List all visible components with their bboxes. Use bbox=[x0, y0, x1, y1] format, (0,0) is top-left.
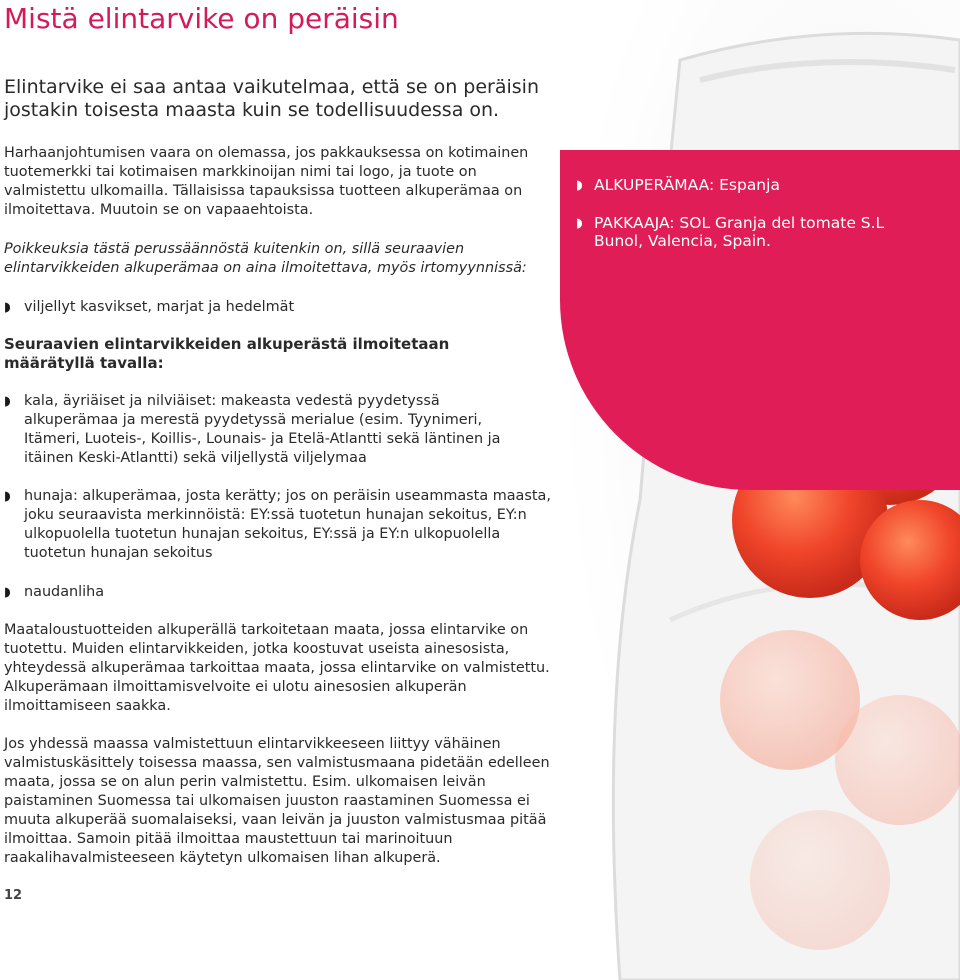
paragraph-4: Jos yhdessä maassa valmistettuun elintarvikkeeseen liittyy vähäinen valmistuskäsittely toisessa maassa, sen valmistusmaana pidetään edelleen maata, jossa se on alun perin valmistettu. Esim. ulkomaisen leivän paistaminen Suomessa tai ulkomaisen juuston raastaminen Suomessa ei muuta alkuperää suomalaiseksi, vaan leivän ja juuston valmistusmaa pitää ilmoittaa. Samoin pitää ilmoittaa maustettuun tai marinoituun raakalihavalmisteeseen käytetyn ulkomaisen lihan alkuperä. bbox=[4, 736, 550, 866]
bullet-icon: ◗ bbox=[4, 585, 11, 600]
list-item-text: naudanliha bbox=[24, 584, 105, 600]
list-item bbox=[4, 298, 554, 317]
callout-packer-row bbox=[576, 214, 936, 250]
list-item-text: viljellyt kasvikset, marjat ja hedelmät bbox=[24, 299, 295, 315]
list-item bbox=[4, 487, 564, 563]
bullet-icon: ◗ bbox=[576, 178, 583, 193]
callout-origin-text: ALKUPERÄMAA: Espanja bbox=[594, 176, 780, 194]
callout-origin-row bbox=[576, 176, 780, 195]
origin-label-callout bbox=[560, 150, 960, 490]
section-heading: Seuraavien elintarvikkeiden alkuperästä ilmoitetaan määrätyllä tavalla: bbox=[4, 335, 450, 372]
list-item-text: hunaja: alkuperämaa, josta kerätty; jos on peräisin useammasta maasta, joku seuraavista merkinnöistä: EY:ssä tuotetun hunajan sekoitus, EY:n ulkopuolella tuotetun hunajan sekoitus, EY:ssä ja EY:n ulkopuolella tuotetun hunajan sekoitus bbox=[24, 488, 551, 561]
list-item-text: kala, äyriäiset ja nilviäiset: makeasta vedestä pyydetyssä alkuperämaa ja merestä pyydetyssä merialue (esim. Tyynimeri, Itämeri, Luoteis-, Koillis-, Lounais- ja Etelä-Atlantti sekä läntinen ja itäinen Keski-Atlantti) sekä viljellystä viljelymaa bbox=[24, 393, 501, 466]
list-item bbox=[4, 583, 544, 602]
bullet-icon: ◗ bbox=[4, 489, 11, 504]
tomato-package-photo bbox=[560, 0, 960, 980]
paragraph-1: Harhaanjohtumisen vaara on olemassa, jos pakkauksessa on kotimainen tuotemerkki tai kotimaisen markkinoijan nimi tai logo, ja tuote on valmistettu ulkomailla. Tällaisissa tapauksissa tuotteen alkuperämaa on ilmoitettava. Muutoin se on vapaaehtoista. bbox=[4, 145, 529, 218]
callout-packer-text: PAKKAAJA: SOL Granja del tomate S.L Bunol, Valencia, Spain. bbox=[594, 214, 885, 250]
page-number: 12 bbox=[4, 888, 23, 903]
tomato-illustration bbox=[560, 0, 960, 980]
bullet-icon: ◗ bbox=[4, 394, 11, 409]
bullet-icon: ◗ bbox=[4, 300, 11, 315]
paragraph-exceptions: Poikkeuksia tästä perussäännöstä kuitenkin on, sillä seuraavien elintarvikkeiden alkuperämaa on aina ilmoitettava, myös irtomyynnissä: bbox=[4, 241, 527, 276]
page-title: Mistä elintarvike on peräisin bbox=[4, 2, 399, 35]
paragraph-3: Maataloustuotteiden alkuperällä tarkoitetaan maata, jossa elintarvike on tuotettu. Muiden elintarvikkeiden, jotka koostuvat useista ainesosista, yhteydessä alkuperämaa tarkoittaa maata, jossa elintarvike on valmistettu. Alkuperämaan ilmoittamisvelvoite ei ulotu ainesosien alkuperän ilmoittamiseen saakka. bbox=[4, 622, 550, 714]
bullet-icon: ◗ bbox=[576, 216, 583, 231]
lead-paragraph: Elintarvike ei saa antaa vaikutelmaa, että se on peräisin jostakin toisesta maasta kuin se todellisuudessa on. bbox=[4, 76, 540, 121]
list-item bbox=[4, 392, 544, 468]
